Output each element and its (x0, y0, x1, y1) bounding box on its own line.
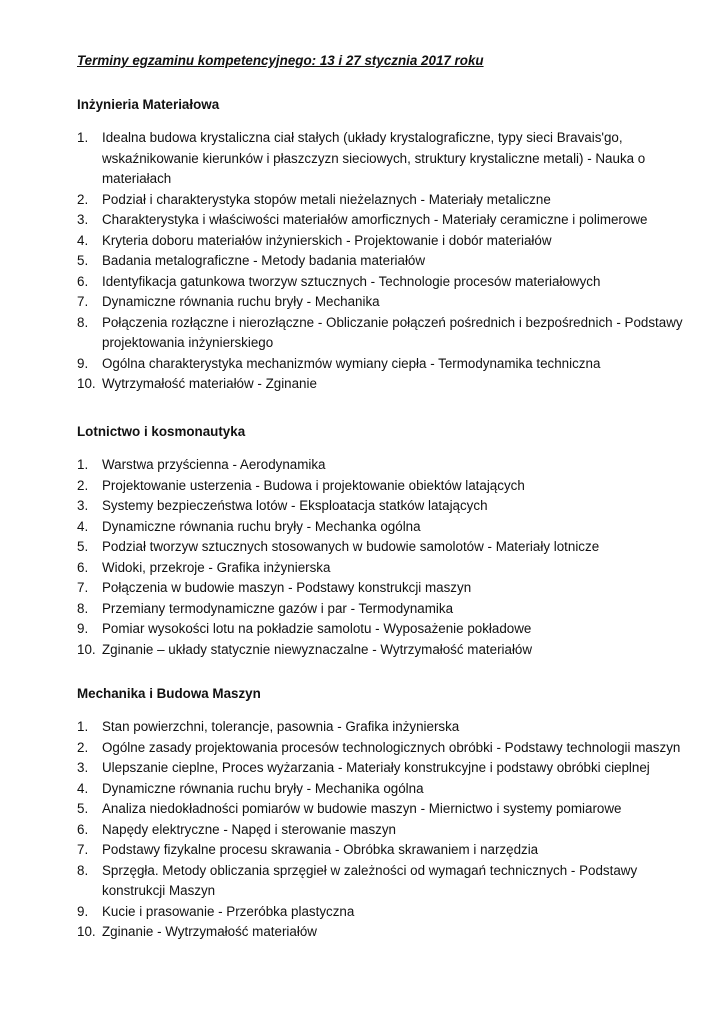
item-text: Badania metalograficzne - Metody badania materiałów (102, 253, 426, 268)
item-number: 6. (77, 273, 89, 289)
item-text: Zginanie - Wytrzymałość materiałów (102, 924, 317, 939)
list-item (0, 354, 725, 375)
item-text: Widoki, przekroje - Grafika inżynierska (102, 559, 331, 575)
list-item (0, 779, 725, 800)
item-number: 4. (77, 518, 89, 534)
list-item (0, 758, 725, 779)
item-number: 2. (77, 739, 89, 755)
list-item (0, 558, 725, 579)
list-item (0, 210, 725, 231)
item-text: Kryteria doboru materiałów inżynierskich - Projektowanie i dobór materiałów (102, 232, 552, 248)
item-number: 4. (77, 232, 89, 248)
item-text: Charakterystyka i właściwości materiałów amorficznych - Materiały ceramiczne i polimerowe (102, 212, 648, 227)
item-text: Zginanie – układy statycznie niewyznaczalne - Wytrzymałość materiałów (102, 641, 533, 657)
list-item (0, 578, 725, 599)
item-text: Połączenia rozłączne i nierozłączne - Obliczanie połączeń pośrednich i bezpośrednich - Podstawy projektowania inżynierskiego (102, 314, 683, 350)
item-text: Analiza niedokładności pomiarów w budowie maszyn - Miernictwo i systemy pomiarowe (102, 801, 622, 816)
list-item (0, 599, 725, 620)
list-item (0, 517, 725, 538)
list-item (0, 922, 725, 943)
list-item (0, 313, 725, 354)
list-item (0, 272, 725, 293)
item-text: Ogólne zasady projektowania procesów technologicznych obróbki - Podstawy technologii maszyn (102, 739, 681, 755)
item-number: 7. (77, 294, 89, 309)
item-text: Ulepszanie cieplne, Proces wyżarzania - Materiały konstrukcyjne i podstawy obróbki cieplnej (102, 760, 650, 775)
list-item (0, 251, 725, 272)
item-number: 8. (77, 314, 89, 330)
list-item (0, 902, 725, 923)
topic-list (0, 128, 725, 395)
item-number: 1. (77, 719, 89, 734)
list-item (0, 820, 725, 841)
section-heading: Lotnictwo i kosmonautyka (77, 424, 246, 439)
item-text: Kucie i prasowanie - Przeróbka plastyczna (102, 903, 355, 919)
item-number: 6. (77, 821, 89, 837)
item-number: 6. (77, 559, 89, 575)
item-text: Sprzęgła. Metody obliczania sprzęgieł w zależności od wymagań technicznych - Podstawy konstrukcji Maszyn (102, 862, 638, 898)
item-number: 7. (77, 580, 89, 595)
item-text: Podział i charakterystyka stopów metali nieżelaznych - Materiały metaliczne (102, 191, 551, 207)
item-number: 2. (77, 191, 89, 207)
item-number: 7. (77, 842, 89, 857)
list-item (0, 840, 725, 861)
item-number: 3. (77, 760, 89, 775)
list-item (0, 799, 725, 820)
item-number: 9. (77, 621, 89, 636)
document-title: Terminy egzaminu kompetencyjnego: 13 i 27 stycznia 2017 roku (77, 53, 484, 68)
item-number: 4. (77, 780, 89, 796)
item-text: Dynamiczne równania ruchu bryły - Mechanika ogólna (102, 780, 424, 796)
item-number: 3. (77, 212, 89, 227)
list-item (0, 231, 725, 252)
item-text: Systemy bezpieczeństwa lotów - Eksploatacja statków latających (102, 498, 488, 513)
item-text: Dynamiczne równania ruchu bryły - Mechanika (102, 294, 380, 309)
section-heading: Inżynieria Materiałowa (77, 97, 220, 112)
list-item (0, 640, 725, 661)
list-item (0, 476, 725, 497)
item-text: Przemiany termodynamiczne gazów i par - Termodynamika (102, 600, 454, 616)
item-text: Podział tworzyw sztucznych stosowanych w budowie samolotów - Materiały lotnicze (102, 539, 600, 554)
list-item (0, 619, 725, 640)
list-item (0, 738, 725, 759)
topic-list (0, 717, 725, 943)
list-item (0, 861, 725, 902)
list-item (0, 496, 725, 517)
item-number: 9. (77, 903, 89, 919)
list-item (0, 128, 725, 190)
section-heading: Mechanika i Budowa Maszyn (77, 686, 261, 701)
item-text: Warstwa przyścienna - Aerodynamika (102, 457, 326, 472)
item-text: Podstawy fizykalne procesu skrawania - Obróbka skrawaniem i narzędzia (102, 842, 539, 857)
item-text: Stan powierzchni, tolerancje, pasownia - Grafika inżynierska (102, 719, 460, 734)
item-text: Dynamiczne równania ruchu bryły - Mechanka ogólna (102, 518, 421, 534)
item-number: 1. (77, 457, 89, 472)
list-item (0, 455, 725, 476)
item-text: Projektowanie usterzenia - Budowa i projektowanie obiektów latających (102, 477, 525, 493)
item-number: 2. (77, 477, 89, 493)
item-number: 5. (77, 539, 89, 554)
item-number: 10. (77, 641, 96, 657)
item-text: Wytrzymałość materiałów - Zginanie (102, 376, 317, 391)
item-number: 8. (77, 862, 89, 878)
item-text: Pomiar wysokości lotu na pokładzie samolotu - Wyposażenie pokładowe (102, 621, 532, 636)
item-number: 1. (77, 130, 89, 145)
item-text: Idealna budowa krystaliczna ciał stałych (układy krystalograficzne, typy sieci Bravais'go, wskaźnikowanie kierunków i płaszczyzn sieciowych, struktury krystaliczne metali) - Nauka o materiałach (102, 130, 646, 186)
item-number: 3. (77, 498, 89, 513)
list-item (0, 374, 725, 395)
topic-list (0, 455, 725, 660)
item-text: Połączenia w budowie maszyn - Podstawy konstrukcji maszyn (102, 580, 472, 595)
item-number: 10. (77, 924, 96, 939)
item-text: Napędy elektryczne - Napęd i sterowanie maszyn (102, 821, 396, 837)
list-item (0, 190, 725, 211)
list-item (0, 537, 725, 558)
item-text: Identyfikacja gatunkowa tworzyw sztucznych - Technologie procesów materiałowych (102, 273, 601, 289)
item-number: 9. (77, 355, 89, 371)
list-item (0, 717, 725, 738)
item-text: Ogólna charakterystyka mechanizmów wymiany ciepła - Termodynamika techniczna (102, 355, 601, 371)
item-number: 5. (77, 801, 89, 816)
item-number: 10. (77, 376, 96, 391)
item-number: 5. (77, 253, 89, 268)
list-item (0, 292, 725, 313)
item-number: 8. (77, 600, 89, 616)
